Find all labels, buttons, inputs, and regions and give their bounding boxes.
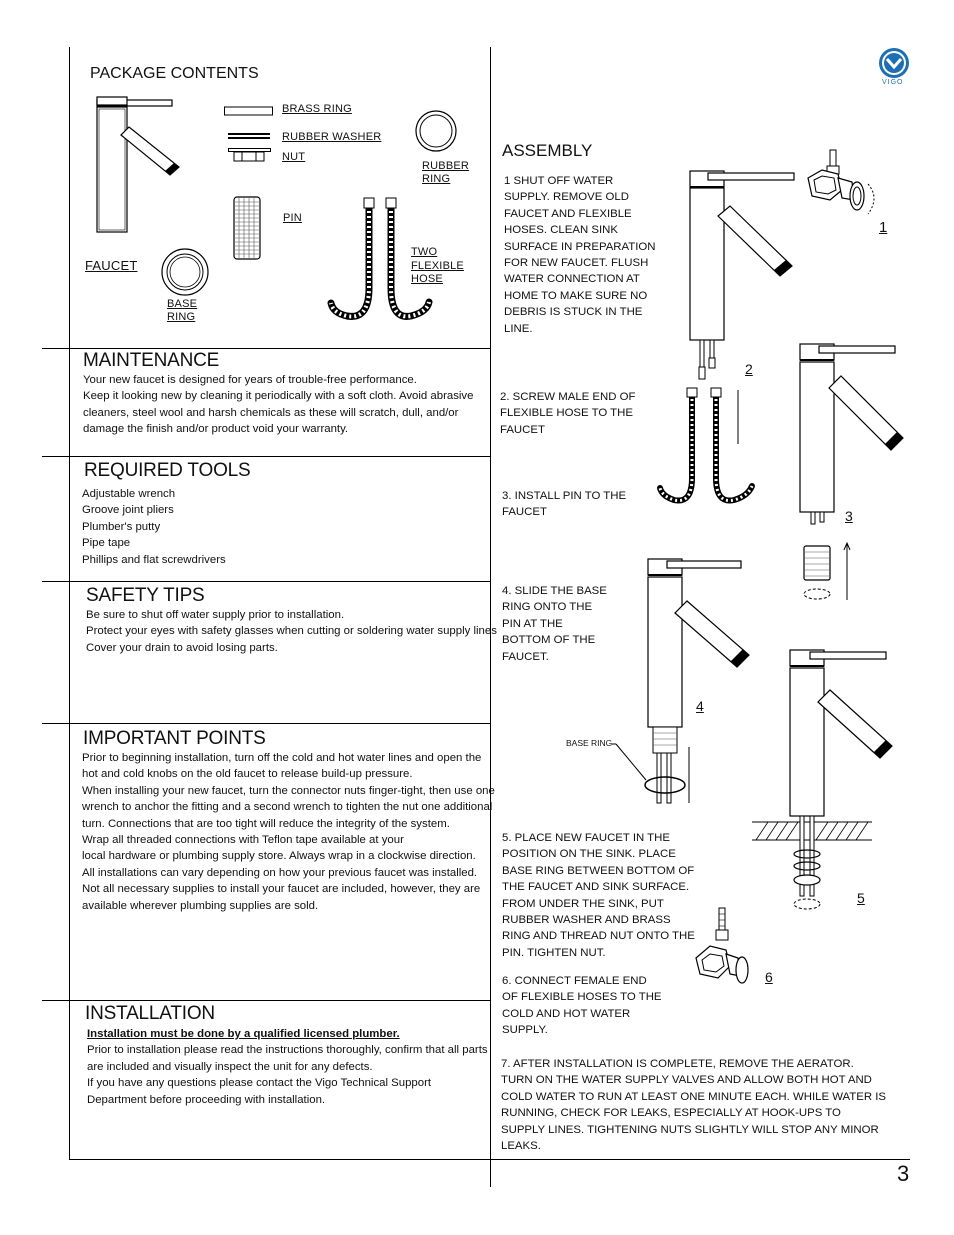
installation-warning: Installation must be done by a qualified licensed plumber. xyxy=(87,1028,400,1040)
step2-hoses-illustration xyxy=(656,388,760,510)
step-line: FAUCET AND FLEXIBLE xyxy=(504,207,632,220)
step5-text xyxy=(502,830,695,961)
maintenance-text xyxy=(83,372,473,438)
rubber-washer-illustration xyxy=(228,132,272,140)
maintenance-title: MAINTENANCE xyxy=(83,350,220,371)
step-line: LEAKS. xyxy=(501,1140,541,1153)
tools-title: REQUIRED TOOLS xyxy=(84,460,251,481)
brass-ring-label: BRASS RING xyxy=(282,103,352,115)
step-line: 4. SLIDE THE BASE xyxy=(502,585,607,597)
step-line: FAUCET xyxy=(502,506,547,519)
rubber-ring-label-line1: RUBBER xyxy=(422,160,470,172)
step-line: 5. PLACE NEW FAUCET IN THE xyxy=(502,832,670,844)
important-line: All installations can vary depending on how your previous faucet was installed. xyxy=(82,866,478,879)
step-line: OF FLEXIBLE HOSES TO THE xyxy=(502,991,662,1004)
step-line: SURFACE IN PREPARATION xyxy=(504,240,656,253)
step-line: FAUCET xyxy=(500,423,545,436)
step-line: COLD AND HOT WATER xyxy=(502,1007,631,1020)
step-number-3: 3 xyxy=(845,508,853,524)
installation-line: Department before proceeding with installation. xyxy=(87,1093,326,1106)
step4-text xyxy=(502,583,607,665)
important-line: available wherever plumbing supplies are sold. xyxy=(82,899,319,912)
rubber-ring-illustration xyxy=(415,110,459,154)
step-line: HOME TO MAKE SURE NO xyxy=(504,289,648,302)
nut-label: NUT xyxy=(282,151,306,163)
step-line: RING AND THREAD NUT ONTO THE xyxy=(502,930,695,943)
step-line: BASE RING BETWEEN BOTTOM OF xyxy=(502,864,695,877)
step-line: 2. SCREW MALE END OF xyxy=(500,391,636,403)
step-line: HOSES. CLEAN SINK xyxy=(504,224,618,237)
safety-line: Protect your eyes with safety glasses when cutting or soldering water supply lines xyxy=(86,625,497,638)
vigo-logo-icon xyxy=(878,48,912,78)
important-line: local hardware or plumbing supply store. Always wrap in a clockwise direction. xyxy=(82,850,476,863)
installation-title: INSTALLATION xyxy=(85,1003,215,1024)
faucet-illustration xyxy=(95,95,185,235)
important-line: turn. Connections that are too tight will reduce the integrity of the system. xyxy=(82,817,450,830)
step-line: TURN ON THE WATER SUPPLY VALVES AND ALLOW BOTH HOT AND xyxy=(501,1074,872,1087)
step-line: DEBRIS IS STUCK IN THE xyxy=(504,306,643,319)
installation-line: are included and visually inspect the unit for any defects. xyxy=(87,1060,373,1073)
tool-item: Phillips and flat screwdrivers xyxy=(82,553,226,566)
step-line: FROM UNDER THE SINK, PUT xyxy=(502,897,664,910)
installation-line: Prior to installation please read the instructions thoroughly, confirm that all parts xyxy=(87,1044,488,1057)
step1-faucet-illustration xyxy=(688,166,798,381)
step-line: FAUCET. xyxy=(502,650,549,663)
step2-text xyxy=(500,389,635,438)
assembly-title: ASSEMBLY xyxy=(502,141,593,160)
brass-ring-illustration xyxy=(224,106,274,118)
important-line: wrench to anchor the fitting and a second wrench to tighten the nut one additional xyxy=(82,801,493,814)
step6-text xyxy=(502,973,662,1039)
nut-illustration xyxy=(228,148,272,162)
hose-label xyxy=(411,246,464,287)
step-line: FOR NEW FAUCET. FLUSH xyxy=(504,257,649,270)
hose-label-line1: TWO xyxy=(411,246,438,258)
base-ring-label-line1: BASE xyxy=(167,298,198,310)
base-ring-callout: BASE RING xyxy=(566,738,613,748)
step-line: SUPPLY LINES. TIGHTENING NUTS SLIGHTLY WILL STOP ANY MINOR xyxy=(501,1123,879,1136)
step-line: SUPPLY. REMOVE OLD xyxy=(504,191,629,204)
step-number-6: 6 xyxy=(765,969,773,985)
important-line: When installing your new faucet, turn the connector nuts finger-tight, then use one xyxy=(82,784,495,797)
page-number: 3 xyxy=(897,1161,910,1186)
step1-text xyxy=(504,173,655,337)
tool-item: Groove joint pliers xyxy=(82,504,174,517)
maintenance-line: damage the finish and/or product void your warranty. xyxy=(83,423,349,436)
step-line: 6. CONNECT FEMALE END xyxy=(502,975,647,987)
step-line: RUBBER WASHER AND BRASS xyxy=(502,914,671,927)
step-line: WATER CONNECTION AT xyxy=(504,273,640,286)
step3-text xyxy=(502,488,626,521)
rubber-ring-label-line2: RING xyxy=(422,173,451,185)
bottom-border xyxy=(69,1159,910,1160)
vigo-logo-text: VIGO xyxy=(882,79,904,86)
step3-faucet-illustration xyxy=(797,340,907,605)
divider-tools xyxy=(42,456,490,457)
step-number-2: 2 xyxy=(745,361,753,377)
base-ring-label xyxy=(167,298,197,324)
maintenance-line: Your new faucet is designed for years of trouble-free performance. xyxy=(83,374,417,386)
left-border xyxy=(69,47,70,1160)
tool-item: Adjustable wrench xyxy=(82,488,176,500)
pin-label: PIN xyxy=(283,212,302,224)
pin-illustration xyxy=(233,196,263,262)
installation-text xyxy=(87,1026,488,1108)
base-ring-label-line2: RING xyxy=(167,311,196,323)
step-line: LINE. xyxy=(504,322,533,335)
base-ring-illustration xyxy=(160,247,210,297)
rubber-ring-label xyxy=(422,160,469,186)
step7-text xyxy=(501,1056,886,1154)
step-line: 1 SHUT OFF WATER xyxy=(504,175,614,187)
important-line: Not all necessary supplies to install your faucet are included, however, they are xyxy=(82,883,481,896)
base-ring-pointer xyxy=(612,740,672,790)
safety-text xyxy=(86,607,497,656)
important-line: hot and cold knobs on the old faucet to release build-up pressure. xyxy=(82,768,413,781)
package-title: PACKAGE CONTENTS xyxy=(90,65,259,82)
maintenance-line: cleaners, steel wool and harsh chemicals as these will scratch, dull, and/or xyxy=(83,406,459,419)
divider-installation xyxy=(42,1000,490,1001)
maintenance-line: Keep it looking new by cleaning it periodically with a soft cloth. Avoid abrasive xyxy=(83,390,474,403)
step-line: THE FAUCET AND SINK SURFACE. xyxy=(502,881,690,894)
important-line: Wrap all threaded connections with Teflon tape available at your xyxy=(82,834,404,847)
step-line: RUNNING, CHECK FOR LEAKS, ESPECIALLY AT HOOK-UPS TO xyxy=(501,1107,841,1120)
step-line: 3. INSTALL PIN TO THE xyxy=(502,490,627,502)
step-line: SUPPLY. xyxy=(502,1024,548,1037)
faucet-label: FAUCET xyxy=(85,258,138,273)
tool-item: Pipe tape xyxy=(82,537,131,550)
safety-title: SAFETY TIPS xyxy=(86,585,205,606)
step-number-4: 4 xyxy=(696,698,704,714)
divider-important xyxy=(42,723,490,724)
step-line: RING ONTO THE xyxy=(502,601,593,614)
step-line: POSITION ON THE SINK. PLACE xyxy=(502,848,676,861)
installation-line: If you have any questions please contact the Vigo Technical Support xyxy=(87,1077,432,1090)
step-number-1: 1 xyxy=(879,219,888,236)
important-line: Prior to beginning installation, turn off the cold and hot water lines and open the xyxy=(82,752,482,764)
hose-label-line3: HOSE xyxy=(411,273,443,285)
divider-safety xyxy=(42,581,490,582)
tools-list xyxy=(82,486,226,568)
safety-line: Be sure to shut off water supply prior to installation. xyxy=(86,609,345,621)
step-line: BOTTOM OF THE xyxy=(502,634,596,647)
shutoff-valve-illustration xyxy=(802,148,882,228)
step6-valve-illustration xyxy=(692,906,752,996)
step5-faucet-illustration xyxy=(752,646,877,916)
important-title: IMPORTANT POINTS xyxy=(83,728,266,749)
step-line: COLD WATER TO RUN AT LEAST ONE MINUTE EACH. WHILE WATER IS xyxy=(501,1090,887,1103)
rubber-washer-label: RUBBER WASHER xyxy=(282,131,382,143)
step-line: PIN. TIGHTEN NUT. xyxy=(502,946,606,959)
step-number-5: 5 xyxy=(857,890,865,906)
tool-item: Plumber's putty xyxy=(82,520,161,533)
important-text xyxy=(82,750,495,914)
step-line: PIN AT THE xyxy=(502,617,563,630)
step-line: FLEXIBLE HOSE TO THE xyxy=(500,407,633,420)
step-line: 7. AFTER INSTALLATION IS COMPLETE, REMOVE THE AERATOR. xyxy=(501,1058,854,1070)
divider-maintenance xyxy=(42,348,490,349)
safety-line: Cover your drain to avoid losing parts. xyxy=(86,641,278,654)
hose-label-line2: FLEXIBLE xyxy=(411,259,464,272)
